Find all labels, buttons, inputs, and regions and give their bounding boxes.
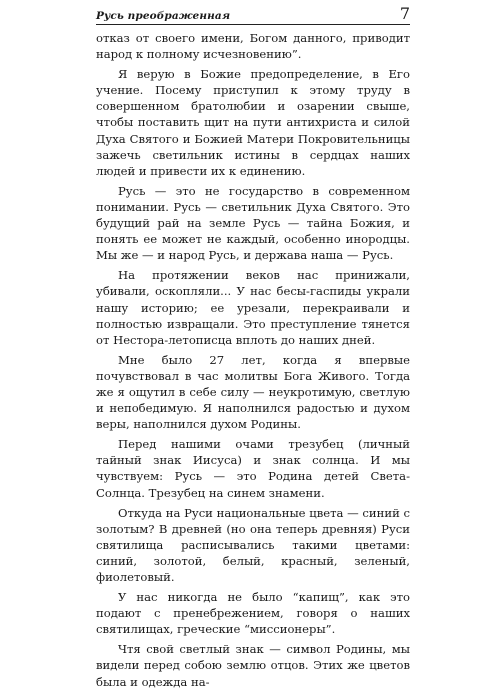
paragraph: Мне было 27 лет, когда я впервые почувствовал в час молитвы Бога Живого. Тогда же я ощутил в себе силу — неукротимую, светлую и непобедимую. Я наполнился радостью и духом веры, наполнился духом Родины. <box>96 352 410 432</box>
paragraph: На протяжении веков нас принижали, убивали, оскопляли... У нас бесы-гаспиды украли нашу историю; ее урезали, перекраивали и полностью извращали. Это преступление тянется от Нестора-летописца вплоть до наших дней. <box>96 268 410 347</box>
paragraph: Чтя свой светлый знак — символ Родины, мы видели перед собою землю отцов. Этих же цветов была и одежда на- <box>96 642 410 689</box>
page-header <box>96 6 410 25</box>
paragraph: Перед нашими очами трезубец (личный тайный знак Иисуса) и знак солнца. И мы чувствуем: Русь — это Родина детей Света-Солнца. Трезубец на синем знамени. <box>96 437 410 500</box>
paragraph: Русь — это не государство в современном понимании. Русь — светильник Духа Святого. Это будущий рай на земле Русь — тайна Божия, и понять ее может не каждый, особенно инородцы. Мы же — и народ Русь, и держава наша — Русь. <box>96 183 410 263</box>
paragraph: Я верую в Божие предопределение, в Его учение. Посему приступил к этому труду в совершенном братолюбии и озарении свыше, чтобы поставить щит на пути антихриста и силой Духа Святого и Божией Матери Покровительницы зажечь светильник истины в сердцах наших людей и привести их к единению. <box>96 67 410 178</box>
paragraph: отказ от своего имени, Богом данного, приводит народ к полному исчезновению”. <box>96 31 410 62</box>
page-number: 7 <box>399 4 410 23</box>
paragraph: У нас никогда не было “капищ”, как это подают с пренебрежением, говоря о наших святилищах, греческие “миссионеры”. <box>96 590 410 637</box>
body-text <box>96 30 410 690</box>
paragraph: Откуда на Руси национальные цвета — синий с золотым? В древней (но она теперь древняя) Руси святилища расписывались такими цветами: синий, золотой, белый, красный, зеленый, фиолетовый. <box>96 505 410 584</box>
running-title: Русь преображенная <box>96 10 231 22</box>
